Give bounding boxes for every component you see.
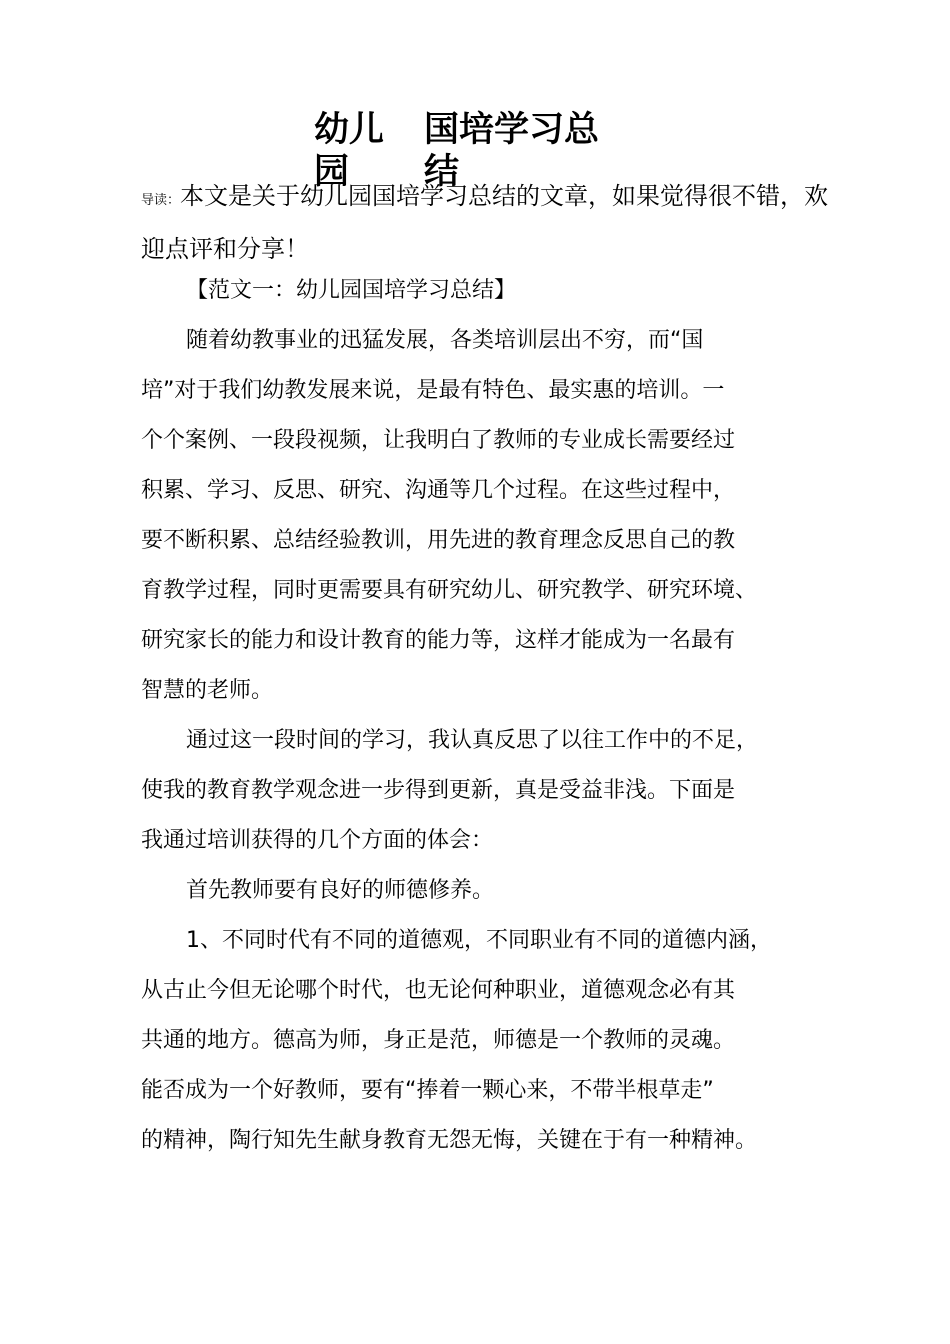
body-line: 1、不同时代有不同的道德观，不同职业有不同的道德内涵，: [186, 928, 772, 953]
intro-label: 导读：: [141, 193, 181, 208]
body-line: 个个案例、一段段视频，让我明白了教师的专业成长需要经过: [141, 428, 736, 453]
title-part: 结: [424, 152, 460, 192]
body-line: 要不断积累、总结经验教训，用先进的教育理念反思自己的教: [141, 528, 736, 553]
title-part: 园: [314, 152, 350, 192]
body-line: 培”对于我们幼教发展来说，是最有特色、最实惠的培训。一: [141, 378, 725, 403]
title-part: 国培学习总: [424, 110, 600, 150]
body-line: 研究家长的能力和设计教育的能力等，这样才能成为一名最有: [141, 628, 736, 653]
title-part: 幼儿: [314, 110, 385, 150]
intro-text: 本文是关于幼儿园国培学习总结的文章，如果觉得很不错，欢迎点评和分享！: [141, 182, 829, 263]
body-line: 首先教师要有良好的师德修养。: [186, 878, 495, 903]
body-line: 能否成为一个好教师，要有“捧着一颗心来，不带半根草走”: [141, 1078, 714, 1103]
body-line: 通过这一段时间的学习，我认真反思了以往工作中的不足，: [186, 728, 759, 753]
body-line: 育教学过程，同时更需要具有研究幼儿、研究教学、研究环境、: [141, 578, 758, 603]
body-line: 使我的教育教学观念进一步得到更新，真是受益非浅。下面是: [141, 778, 736, 803]
intro-paragraph: [141, 172, 831, 273]
section-heading: 【范文一：幼儿园国培学习总结】: [186, 278, 517, 303]
body-line: 的精神，陶行知先生献身教育无怨无悔，关键在于有一种精神。: [141, 1128, 758, 1153]
body-line: 积累、学习、反思、研究、沟通等几个过程。在这些过程中，: [141, 478, 736, 503]
body-line: 我通过培训获得的几个方面的体会：: [141, 828, 494, 853]
body-line: 随着幼教事业的迅猛发展，各类培训层出不穷，而“国: [186, 328, 704, 353]
body-line: 智慧的老师。: [141, 678, 274, 703]
body-line: 共通的地方。德高为师，身正是范，师德是一个教师的灵魂。: [141, 1028, 736, 1053]
body-line: 从古止今但无论哪个时代，也无论何种职业，道德观念必有其: [141, 978, 736, 1003]
